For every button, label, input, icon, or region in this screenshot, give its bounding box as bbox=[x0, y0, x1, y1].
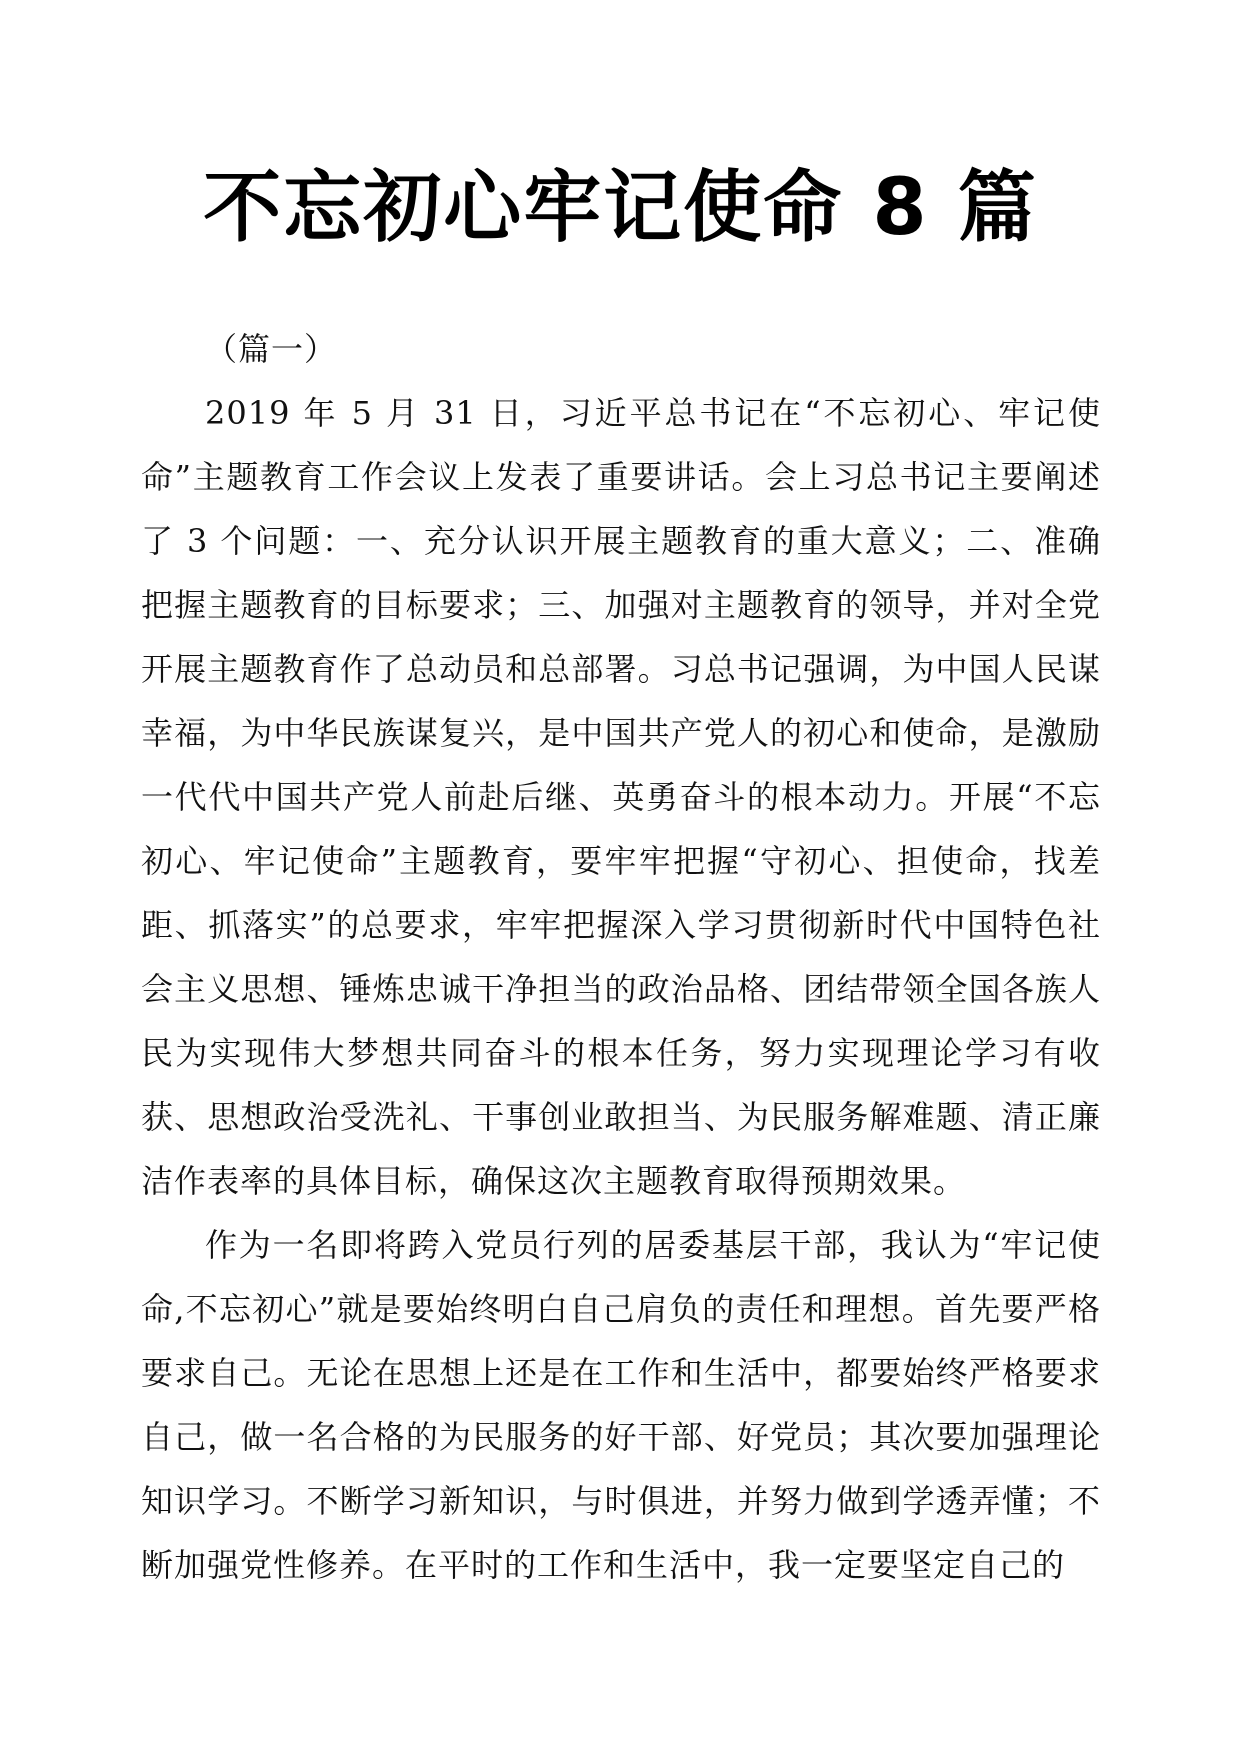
section-label: （篇一） bbox=[205, 330, 338, 368]
paragraph: 作为一名即将跨入党员行列的居委基层干部，我认为“牢记使命,不忘初心”就是要始终明白自己肩负的责任和理想。首先要严格要求自己。无论在思想上还是在工作和生活中，都要始终严格要求自己，做一名合格的为民服务的好干部、好党员；其次要加强理论知识学习。不断学习新知识，与时俱进，并努力做到学透弄懂；不断加强党性修养。在平时的工作和生活中，我一定要坚定自己的 bbox=[141, 1226, 1101, 1584]
document-body bbox=[141, 317, 1101, 1597]
document-title: 不忘初心牢记使命 8 篇 bbox=[203, 163, 1038, 253]
paragraph: 2019 年 5 月 31 日，习近平总书记在“不忘初心、牢记使命”主题教育工作会议上发表了重要讲话。会上习总书记主要阐述了 3 个问题：一、充分认识开展主题教育的重大意义；二、准确把握主题教育的目标要求；三、加强对主题教育的领导，并对全党开展主题教育作了总动员和总部署。习总书记强调，为中国人民谋幸福，为中华民族谋复兴，是中国共产党人的初心和使命，是激励一代代中国共产党人前赴后继、英勇奋斗的根本动力。开展“不忘初心、牢记使命”主题教育，要牢牢把握“守初心、担使命，找差距、抓落实”的总要求，牢牢把握深入学习贯彻新时代中国特色社会主义思想、锤炼忠诚干净担当的政治品格、团结带领全国各族人民为实现伟大梦想共同奋斗的根本任务，努力实现理论学习有收获、思想政治受洗礼、干事创业敢担当、为民服务解难题、清正廉洁作表率的具体目标，确保这次主题教育取得预期效果。 bbox=[141, 394, 1101, 1200]
